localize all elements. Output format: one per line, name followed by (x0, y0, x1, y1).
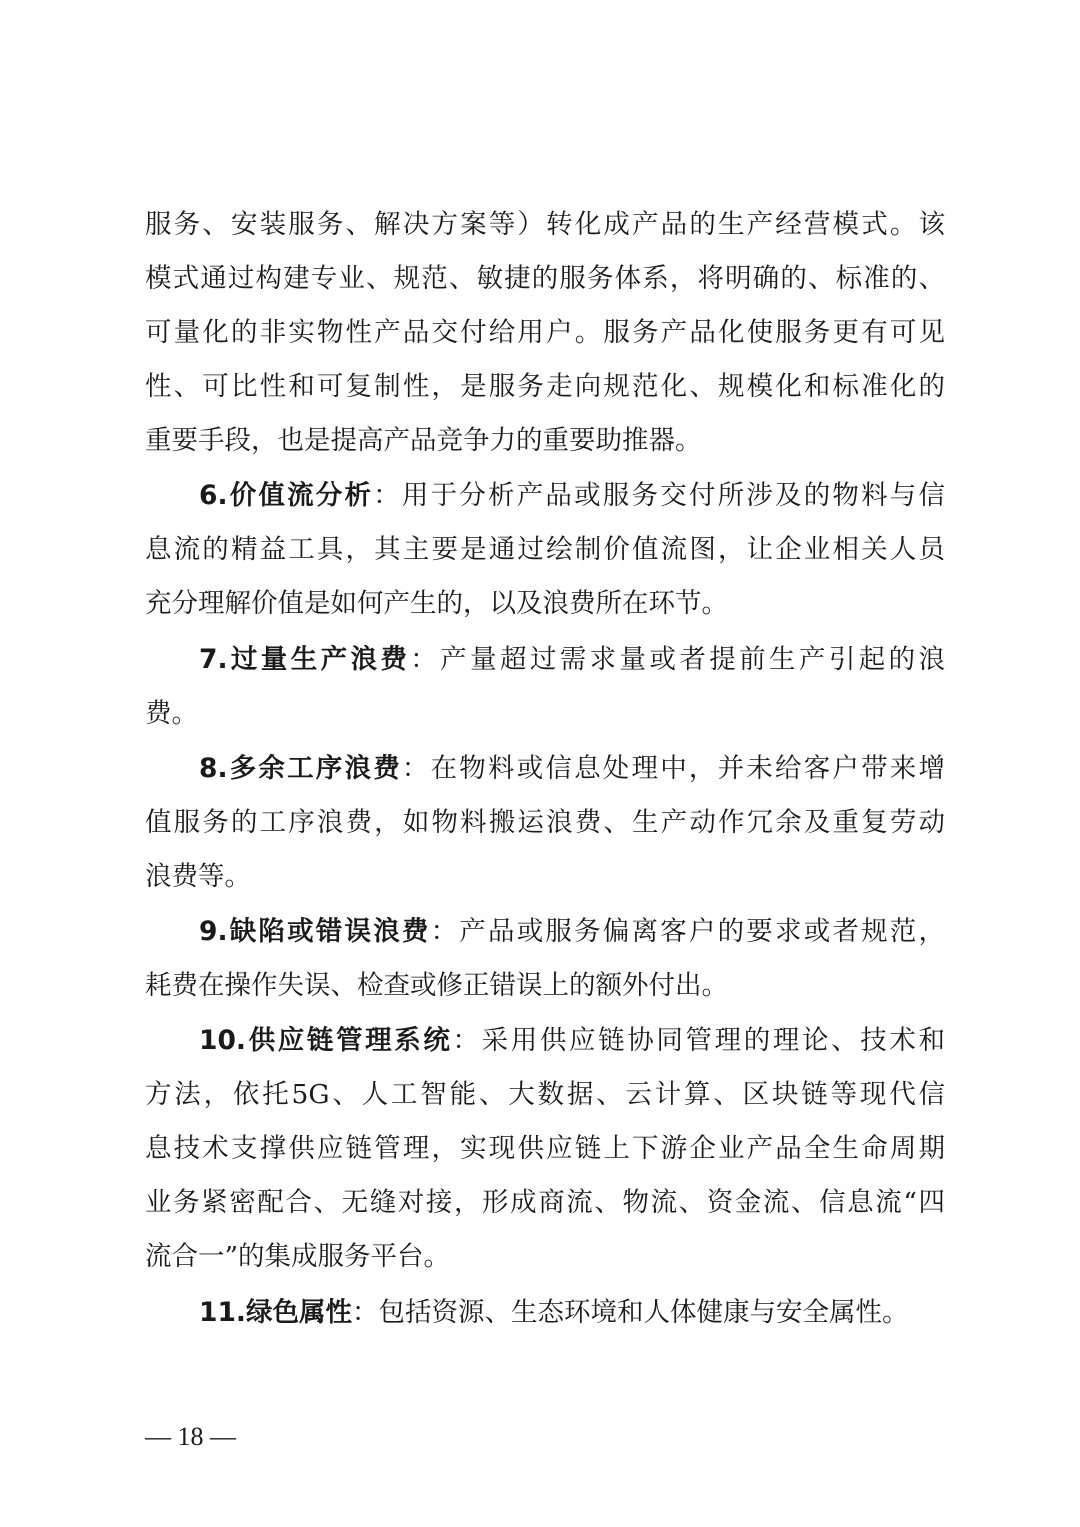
paragraph-line: 性、可比性和可复制性，是服务走向规范化、规模化和标准化的 (145, 371, 945, 402)
paragraph-line: 方法，依托5G、人工智能、大数据、云计算、区块链等现代信 (145, 1079, 945, 1110)
term-excess-process-waste: 8.多余工序浪费 (199, 753, 402, 784)
term-green-attribute: 11.绿色属性 (199, 1297, 352, 1328)
paragraph-line: 模式通过构建专业、规范、敏捷的服务体系，将明确的、标准的、 (145, 263, 945, 294)
definition-text: ：包括资源、生态环境和人体健康与安全属性。 (351, 1297, 909, 1328)
definition-item-10 (199, 1021, 945, 1061)
paragraph-line: 流合一”的集成服务平台。 (145, 1241, 451, 1272)
definition-text: ：采用供应链协同管理的理论、技术和 (452, 1025, 945, 1056)
paragraph-line: 业务紧密配合、无缝对接，形成商流、物流、资金流、信息流“四 (145, 1187, 945, 1218)
definition-item-9 (199, 912, 945, 952)
term-defect-waste: 9.缺陷或错误浪费 (199, 916, 431, 947)
paragraph-line: 息流的精益工具，其主要是通过绘制价值流图，让企业相关人员 (145, 534, 945, 565)
definition-item-7 (199, 640, 945, 680)
paragraph-line: 耗费在操作失误、检查或修正错误上的额外付出。 (145, 970, 728, 1001)
term-value-stream-analysis: 6.价值流分析 (199, 480, 374, 511)
definition-item-11 (199, 1293, 945, 1333)
definition-text: ：产品或服务偏离客户的要求或者规范， (430, 916, 945, 947)
paragraph-line: 息技术支撑供应链管理，实现供应链上下游企业产品全生命周期 (145, 1133, 945, 1164)
term-overproduction-waste: 7.过量生产浪费 (199, 644, 411, 675)
paragraph-line: 重要手段，也是提高产品竞争力的重要助推器。 (145, 425, 702, 456)
paragraph-line: 服务、安装服务、解决方案等）转化成产品的生产经营模式。该 (145, 209, 945, 240)
term-supply-chain-management-system: 10.供应链管理系统 (199, 1025, 453, 1056)
page-number: — 18 — (145, 1422, 236, 1451)
definition-text: ：在物料或信息处理中，并未给客户带来增 (401, 753, 945, 784)
paragraph-line: 值服务的工序浪费，如物料搬运浪费、生产动作冗余及重复劳动 (145, 807, 945, 838)
paragraph-line: 充分理解价值是如何产生的，以及浪费所在环节。 (145, 588, 728, 619)
definition-item-8 (199, 749, 945, 789)
definition-text: ：用于分析产品或服务交付所涉及的物料与信 (373, 480, 945, 511)
definition-text: ：产量超过需求量或者提前生产引起的浪 (410, 644, 945, 675)
paragraph-line: 可量化的非实物性产品交付给用户。服务产品化使服务更有可见 (145, 317, 945, 348)
paragraph-line: 费。 (145, 698, 198, 729)
definition-item-6 (199, 476, 945, 516)
paragraph-line: 浪费等。 (145, 861, 251, 892)
